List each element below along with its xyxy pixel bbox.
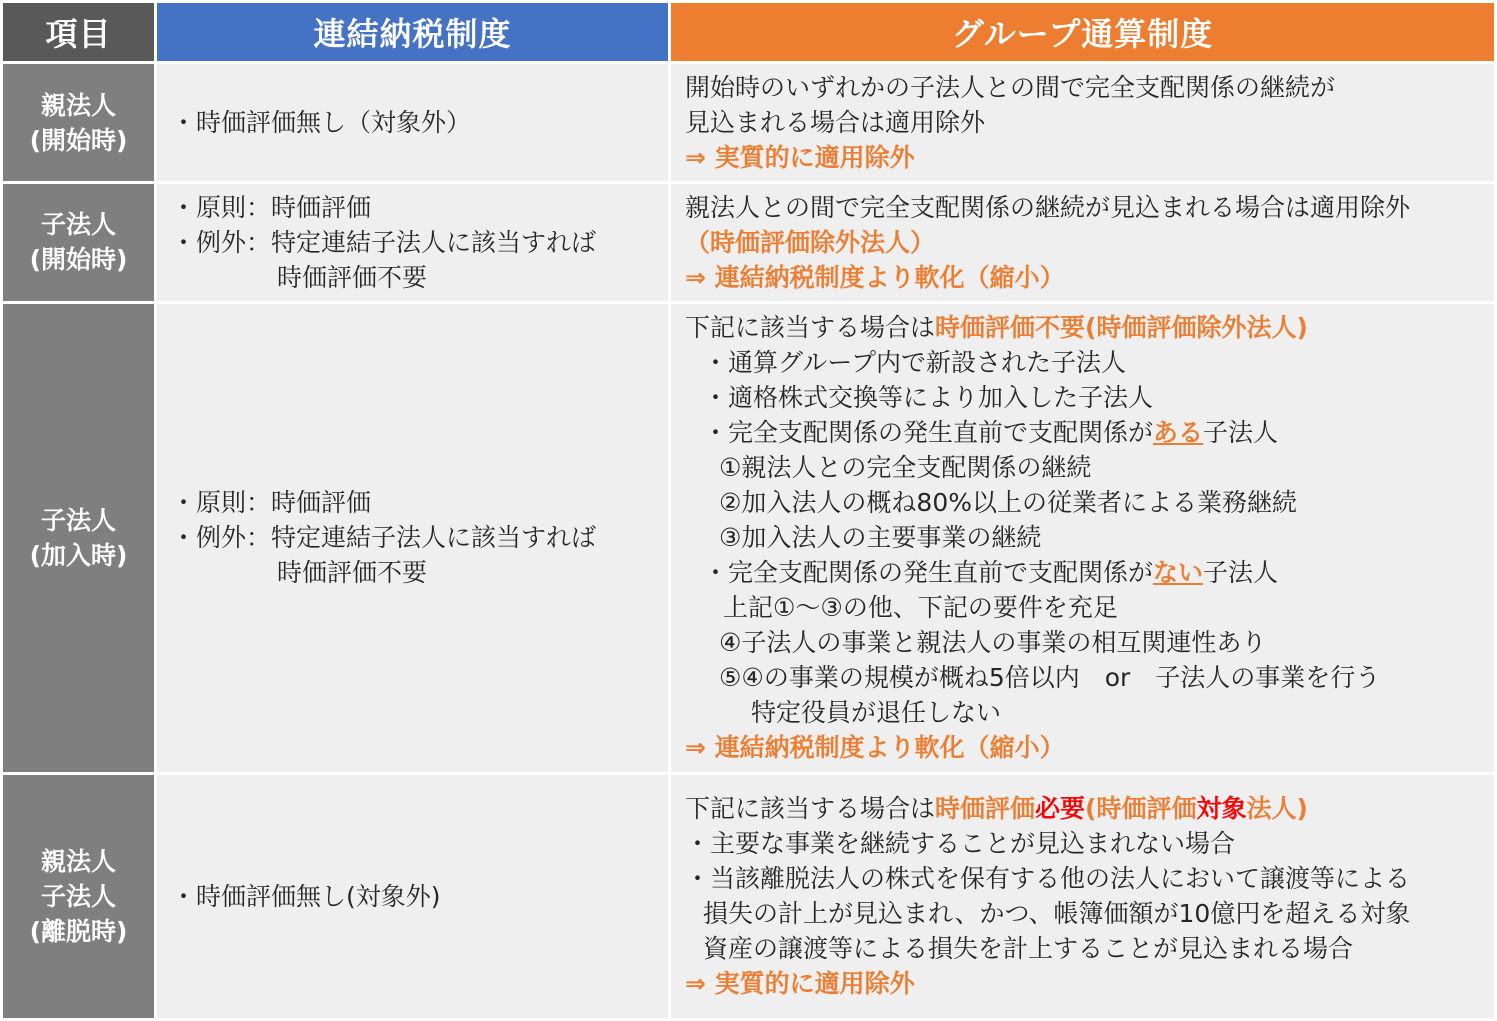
group-cell: 開始時のいずれかの子法人との間で完全支配関係の継続が 見込まれる場合は適用除外 ⇒ 実質的に適用除外 [671,64,1494,181]
row-label-child-join: 子法人 (加入時) [3,304,154,772]
row-label-parent-child-leave: 親法人 子法人 (離脱時) [3,775,154,1018]
header-renketsu: 連結納税制度 [157,3,668,61]
group-cell: 下記に該当する場合は時価評価不要(時価評価除外法人) ・通算グループ内で新設された子法人 ・適格株式交換等により加入した子法人 ・完全支配関係の発生直前で支配関係がある子法人 ①親法人との完全支配関係の継続 ②加入法人の概ね80%以上の従業者による業務継続 ③加入法人の主要事業の継続 ・完全支配関係の発生直前で支配関係がない子法人 上記①～③の他、下記の要件を充足 ④子法人の事業と親法人の事業の相互関連性あり ⑤④の事業の規模が概ね5倍以内 or 子法人の事業を行う 特定役員が退任しない ⇒ 連結納税制度より軟化（縮小） [671,304,1494,772]
row-label-parent-start: 親法人 (開始時) [3,64,154,181]
row-label-child-start: 子法人 (開始時) [3,184,154,301]
conclusion-line: ⇒ 実質的に適用除外 [685,143,915,173]
renketsu-cell: ・原則：時価評価 ・例外：特定連結子法人に該当すれば 時価評価不要 [157,304,668,772]
conclusion-line: ⇒ 連結納税制度より軟化（縮小） [685,733,1065,763]
table-row [3,184,1494,301]
group-cell: 親法人との間で完全支配関係の継続が見込まれる場合は適用除外 （時価評価除外法人） ⇒ 連結納税制度より軟化（縮小） [671,184,1494,301]
header-group-tsusan: グループ通算制度 [671,3,1494,61]
table-row [3,775,1494,1018]
table-row [3,304,1494,772]
renketsu-cell: ・時価評価無し(対象外) [157,775,668,1018]
intro-line: 下記に該当する場合は時価評価必要(時価評価対象法人) [685,794,1308,824]
conclusion-line: ⇒ 連結納税制度より軟化（縮小） [685,262,1065,292]
header-row [3,3,1494,61]
header-item: 項目 [3,3,154,61]
renketsu-cell: ・原則：時価評価 ・例外：特定連結子法人に該当すれば 時価評価不要 [157,184,668,301]
renketsu-cell: ・時価評価無し（対象外） [157,64,668,181]
conclusion-line: ⇒ 実質的に適用除外 [685,969,915,999]
intro-line: 下記に該当する場合は時価評価不要(時価評価除外法人) [685,313,1308,343]
group-cell: 下記に該当する場合は時価評価必要(時価評価対象法人) ・主要な事業を継続することが見込まれない場合 ・当該離脱法人の株式を保有する他の法人において譲渡等による 損失の計上が見込まれ、かつ、帳簿価額が10億円を超える対象 資産の譲渡等による損失を計上することが見込まれる場合 ⇒ 実質的に適用除外 [671,775,1494,1018]
table-row [3,64,1494,181]
